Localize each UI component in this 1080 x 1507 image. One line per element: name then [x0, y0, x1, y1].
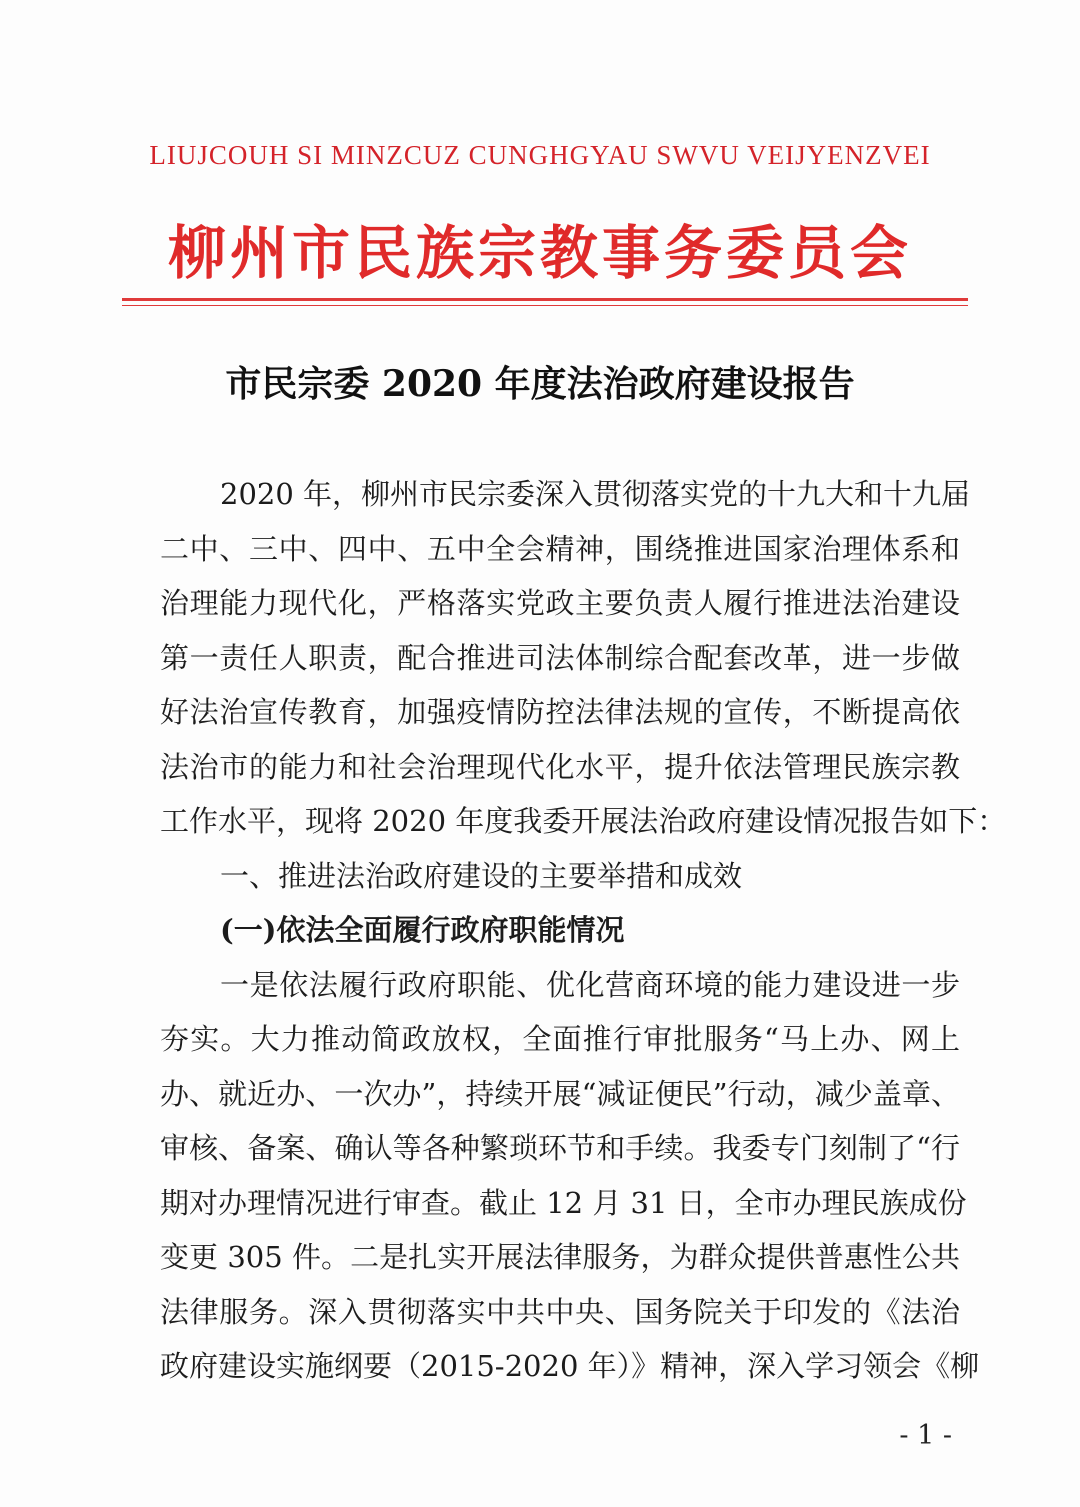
document-body [160, 467, 1007, 1394]
document-title: 市民宗委 2020 年度法治政府建设报告 [225, 363, 855, 405]
body-line: 政府建设实施纲要（2015-2020 年）》精神，深入学习领会《柳 [160, 1349, 980, 1383]
intro-line: 第一责任人职责，配合推进司法体制综合配套改革，进一步做 [160, 640, 960, 675]
subsection-heading: (一)依法全面履行政府职能情况 [220, 913, 625, 947]
body-line: 办、就近办、一次办”，持续开展“减证便民”行动，减少盖章、 [160, 1076, 960, 1111]
body-line: 一是依法履行政府职能、优化营商环境的能力建设进一步 [220, 967, 960, 1002]
page-number: - 1 - [899, 1420, 952, 1451]
intro-line: 好法治宣传教育，加强疫情防控法律法规的宣传，不断提高依 [160, 695, 960, 729]
body-line: 期对办理情况进行审查。截止 12 月 31 日，全市办理民族成份 [160, 1185, 967, 1220]
intro-line: 二中、三中、四中、五中全会精神，围绕推进国家治理体系和 [160, 531, 960, 566]
intro-line: 法治市的能力和社会治理现代化水平，提升依法管理民族宗教 [160, 749, 960, 784]
body-line: 变更 305 件。二是扎实开展法律服务，为群众提供普惠性公共 [160, 1240, 960, 1274]
intro-line: 治理能力现代化，严格落实党政主要负责人履行推进法治建设 [160, 586, 960, 620]
intro-line: 2020 年，柳州市民宗委深入贯彻落实党的十九大和十九届 [220, 477, 971, 511]
letterhead-divider-thick [122, 298, 968, 301]
letterhead-latin-name: LIUJCOUH SI MINZCUZ CUNGHGYAU SWVU VEIJYENZVEI [149, 140, 931, 170]
intro-line: 工作水平，现将 2020 年度我委开展法治政府建设情况报告如下： [160, 804, 1007, 838]
body-line: 夯实。大力推动简政放权，全面推行审批服务“马上办、网上 [160, 1022, 960, 1056]
section-heading: 一、推进法治政府建设的主要举措和成效 [220, 858, 743, 893]
letterhead-chinese-name: 柳州市民族宗教事务委员会 [167, 219, 912, 287]
body-line: 法律服务。深入贯彻落实中共中央、国务院关于印发的《法治 [160, 1294, 960, 1329]
body-line: 审核、备案、确认等各种繁琐环节和手续。我委专门刻制了“行 [160, 1131, 960, 1165]
letterhead-divider-thin [122, 305, 968, 306]
